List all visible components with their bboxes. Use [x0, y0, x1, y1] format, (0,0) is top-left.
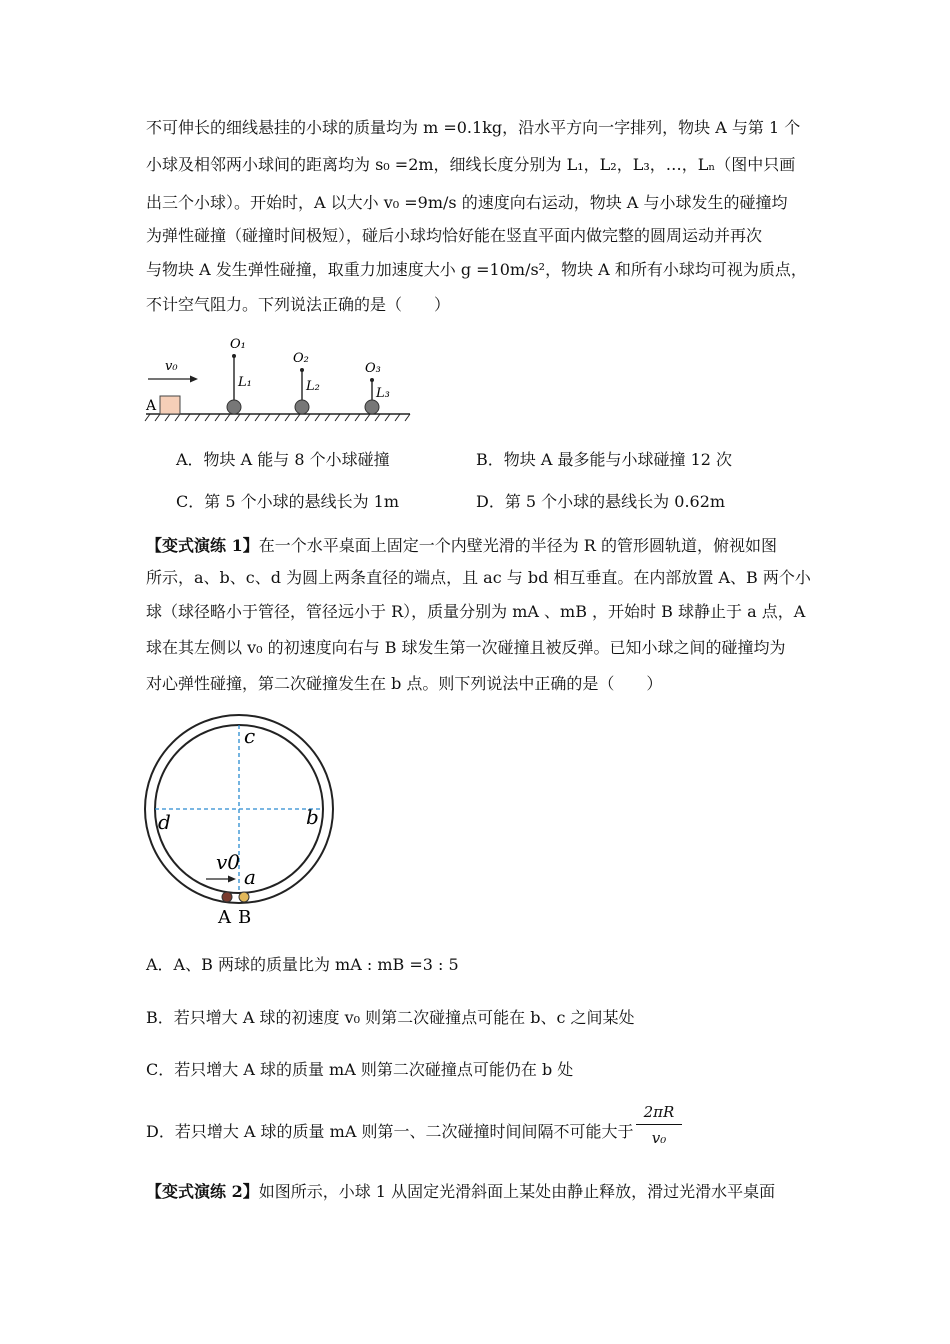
fraction-denominator: v₀	[636, 1124, 682, 1147]
ball-b-label: B	[238, 907, 252, 928]
block-a-label: A	[146, 398, 157, 414]
variant1-option-a: A．A、B 两球的质量比为 mA : mB =3 : 5	[146, 955, 459, 974]
problem-line-6: 不计空气阻力。下列说法正确的是（ ）	[146, 295, 451, 314]
ball-1	[227, 400, 241, 414]
problem-line-1: 不可伸长的细线悬挂的小球的质量均为 m =0.1kg，沿水平方向一字排列，物块 A 与第 1 个	[146, 118, 801, 137]
ground-hatch	[145, 414, 410, 421]
variant1-line-4: 球在其左侧以 v₀ 的初速度向右与 B 球发生第一次碰撞且被反弹。已知小球之间的碰撞均为	[146, 638, 786, 657]
ball-a-label: A	[218, 907, 231, 928]
v0-arrow-head	[228, 876, 236, 883]
length-l1-label: L₁	[238, 375, 252, 390]
variant1-tag: 【变式演练 1】	[146, 536, 259, 555]
length-l2-label: L₂	[306, 379, 320, 394]
variant1-line-2: 所示，a、b、c、d 为圆上两条直径的端点，且 ac 与 bd 相互垂直。在内部放置 A、B 两个小	[146, 568, 811, 587]
option-a: A．物块 A 能与 8 个小球碰撞	[176, 450, 390, 469]
problem-line-2: 小球及相邻两小球间的距离均为 s₀ =2m，细线长度分别为 L₁，L₂，L₃，…，Lₙ（图中只画	[146, 155, 796, 174]
pivot-o3-label: O₃	[365, 361, 381, 376]
fraction	[636, 1103, 682, 1147]
point-c-label: c	[244, 724, 256, 748]
velocity-label: v₀	[165, 359, 178, 374]
ball-b	[239, 892, 249, 902]
pendulum-figure	[140, 330, 420, 425]
ball-2	[295, 400, 309, 414]
length-l3-label: L₃	[376, 386, 390, 401]
fraction-numerator: 2πR	[643, 1103, 675, 1121]
variant2-tag: 【变式演练 2】	[146, 1182, 259, 1201]
point-b-label: b	[306, 805, 319, 829]
problem-line-5: 与物块 A 发生弹性碰撞，取重力加速度大小 g =10m/s²，物块 A 和所有小球均可视为质点，	[146, 260, 807, 279]
ball-3	[365, 400, 379, 414]
option-c: C．第 5 个小球的悬线长为 1m	[176, 492, 400, 511]
option-d: D．第 5 个小球的悬线长为 0.62m	[476, 492, 726, 511]
variant1-option-b: B．若只增大 A 球的初速度 v₀ 则第二次碰撞点可能在 b、c 之间某处	[146, 1008, 635, 1027]
variant1-line-5: 对心弹性碰撞，第二次碰撞发生在 b 点。则下列说法中正确的是（ ）	[146, 674, 663, 693]
pivot-o2-label: O₂	[293, 351, 309, 366]
option-b: B．物块 A 最多能与小球碰撞 12 次	[476, 450, 733, 469]
variant2-text: 如图所示，小球 1 从固定光滑斜面上某处由静止释放，滑过光滑水平桌面	[258, 1182, 776, 1201]
circular-track-figure	[140, 712, 345, 932]
variant1-line-1	[146, 536, 777, 556]
variant1-option-c: C．若只增大 A 球的质量 mA 则第二次碰撞点可能仍在 b 处	[146, 1060, 574, 1079]
variant1-line-1-text: 在一个水平桌面上固定一个内壁光滑的半径为 R 的管形圆轨道，俯视如图	[258, 536, 777, 555]
pivot-o1-label: O₁	[230, 337, 246, 352]
v0-label: v0	[216, 850, 241, 874]
point-d-label: d	[158, 810, 171, 834]
ball-a	[222, 892, 232, 902]
block-a	[160, 396, 180, 414]
variant2-line-1	[146, 1182, 775, 1202]
variant1-option-d: D．若只增大 A 球的质量 mA 则第一、二次碰撞时间间隔不可能大于	[146, 1122, 634, 1141]
problem-line-3: 出三个小球）。开始时，A 以大小 v₀ =9m/s 的速度向右运动，物块 A 与小球发生的碰撞均	[146, 193, 788, 212]
point-a-label: a	[244, 865, 256, 889]
velocity-arrow-head	[190, 376, 198, 383]
problem-line-4: 为弹性碰撞（碰撞时间极短），碰后小球均恰好能在竖直平面内做完整的圆周运动并再次	[146, 226, 763, 245]
variant1-line-3: 球（球径略小于管径，管径远小于 R），质量分别为 mA 、mB ，开始时 B 球静止于 a 点，A	[146, 602, 806, 621]
